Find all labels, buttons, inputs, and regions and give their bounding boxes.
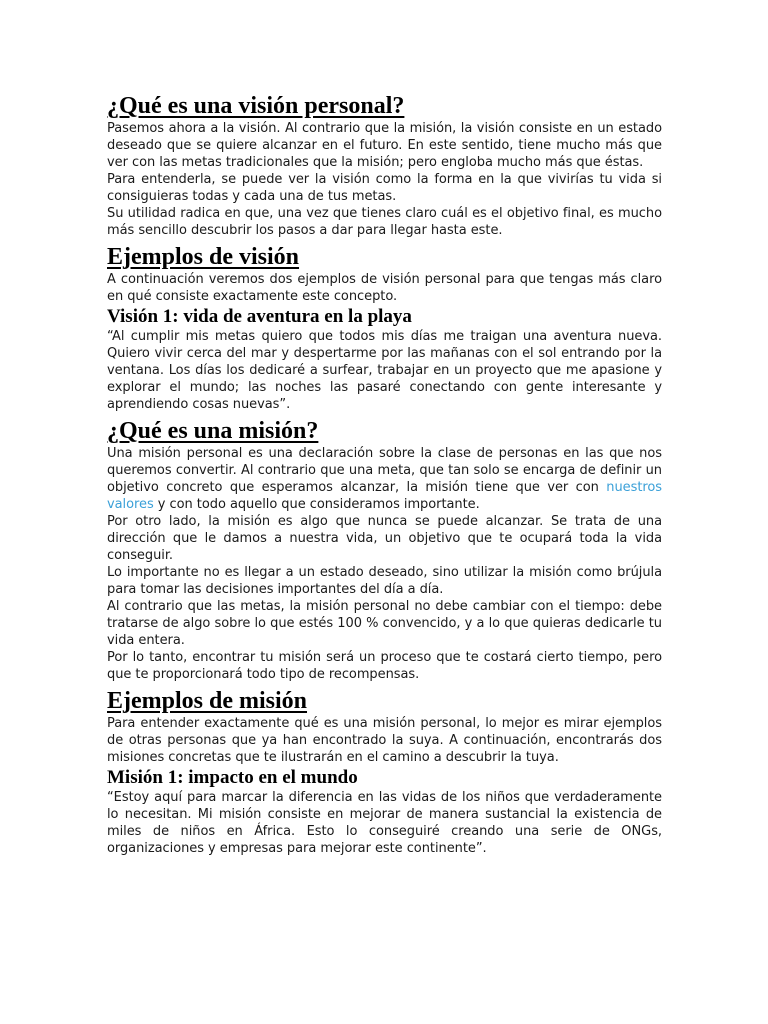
heading-vision-personal: ¿Qué es una visión personal? (107, 93, 405, 119)
link-nuestros-valores[interactable]: nuestros valores (107, 480, 662, 512)
heading-que-es-mision: ¿Qué es una misión? (107, 418, 319, 444)
paragraph: Por lo tanto, encontrar tu misión será un proceso que te costará cierto tiempo, pero que te proporcionará todo tipo de recompensas. (107, 650, 662, 682)
document-page (107, 92, 662, 857)
quote-vision-1: “Al cumplir mis metas quiero que todos mis días me traigan una aventura nueva. Quiero vivir cerca del mar y despertarme por las mañanas con el sol entrando por la ventana. Los días los dedicaré a surfear, trabajar en un proyecto que me apasione y explorar el mundo; las noches las pasaré conectando con gente interesante y aprendiendo cosas nuevas”. (107, 329, 662, 412)
paragraph: Pasemos ahora a la visión. Al contrario que la misión, la visión consiste en un estado deseado que se quiere alcanzar en el futuro. En este sentido, tiene mucho más que ver con las metas tradicionales que la misión; pero engloba mucho más que éstas. (107, 121, 662, 170)
subheading-vision-1: Visión 1: vida de aventura en la playa (107, 306, 412, 327)
paragraph-with-link (107, 445, 662, 513)
paragraph: Su utilidad radica en que, una vez que tienes claro cuál es el objetivo final, es mucho más sencillo descubrir los pasos a dar para llegar hasta este. (107, 206, 662, 238)
paragraph-text: Una misión personal es una declaración sobre la clase de personas en las que nos queremos convertir. Al contrario que una meta, que tan solo se encarga de definir un objetivo concreto que esperamos alcanzar, la misión tiene que ver con (107, 446, 662, 495)
paragraph: A continuación veremos dos ejemplos de visión personal para que tengas más claro en qué consiste exactamente este concepto. (107, 272, 662, 304)
quote-mision-1: “Estoy aquí para marcar la diferencia en las vidas de los niños que verdaderamente lo necesitan. Mi misión consiste en mejorar de manera sustancial la existencia de miles de niños en África. Esto lo conseguiré creando una serie de ONGs, organizaciones y empresas para mejorar este continente”. (107, 790, 662, 856)
subheading-mision-1: Misión 1: impacto en el mundo (107, 767, 358, 788)
heading-ejemplos-vision: Ejemplos de visión (107, 244, 300, 270)
paragraph: Al contrario que las metas, la misión personal no debe cambiar con el tiempo: debe tratarse de algo sobre lo que estés 100 % convencido, y a lo que quieras dedicarle tu vida entera. (107, 599, 662, 648)
paragraph: Para entenderla, se puede ver la visión como la forma en la que vivirías tu vida si consiguieras todas y cada una de tus metas. (107, 172, 662, 204)
paragraph: Por otro lado, la misión es algo que nunca se puede alcanzar. Se trata de una dirección que le damos a nuestra vida, un objetivo que te ocupará toda la vida conseguir. (107, 514, 662, 563)
paragraph-text: y con todo aquello que consideramos importante. (153, 497, 480, 512)
paragraph: Para entender exactamente qué es una misión personal, lo mejor es mirar ejemplos de otras personas que ya han encontrado la suya. A continuación, encontrarás dos misiones concretas que te ilustrarán en el camino a descubrir la tuya. (107, 716, 662, 765)
heading-ejemplos-mision: Ejemplos de misión (107, 688, 308, 714)
paragraph: Lo importante no es llegar a un estado deseado, sino utilizar la misión como brújula para tomar las decisiones importantes del día a día. (107, 565, 662, 597)
